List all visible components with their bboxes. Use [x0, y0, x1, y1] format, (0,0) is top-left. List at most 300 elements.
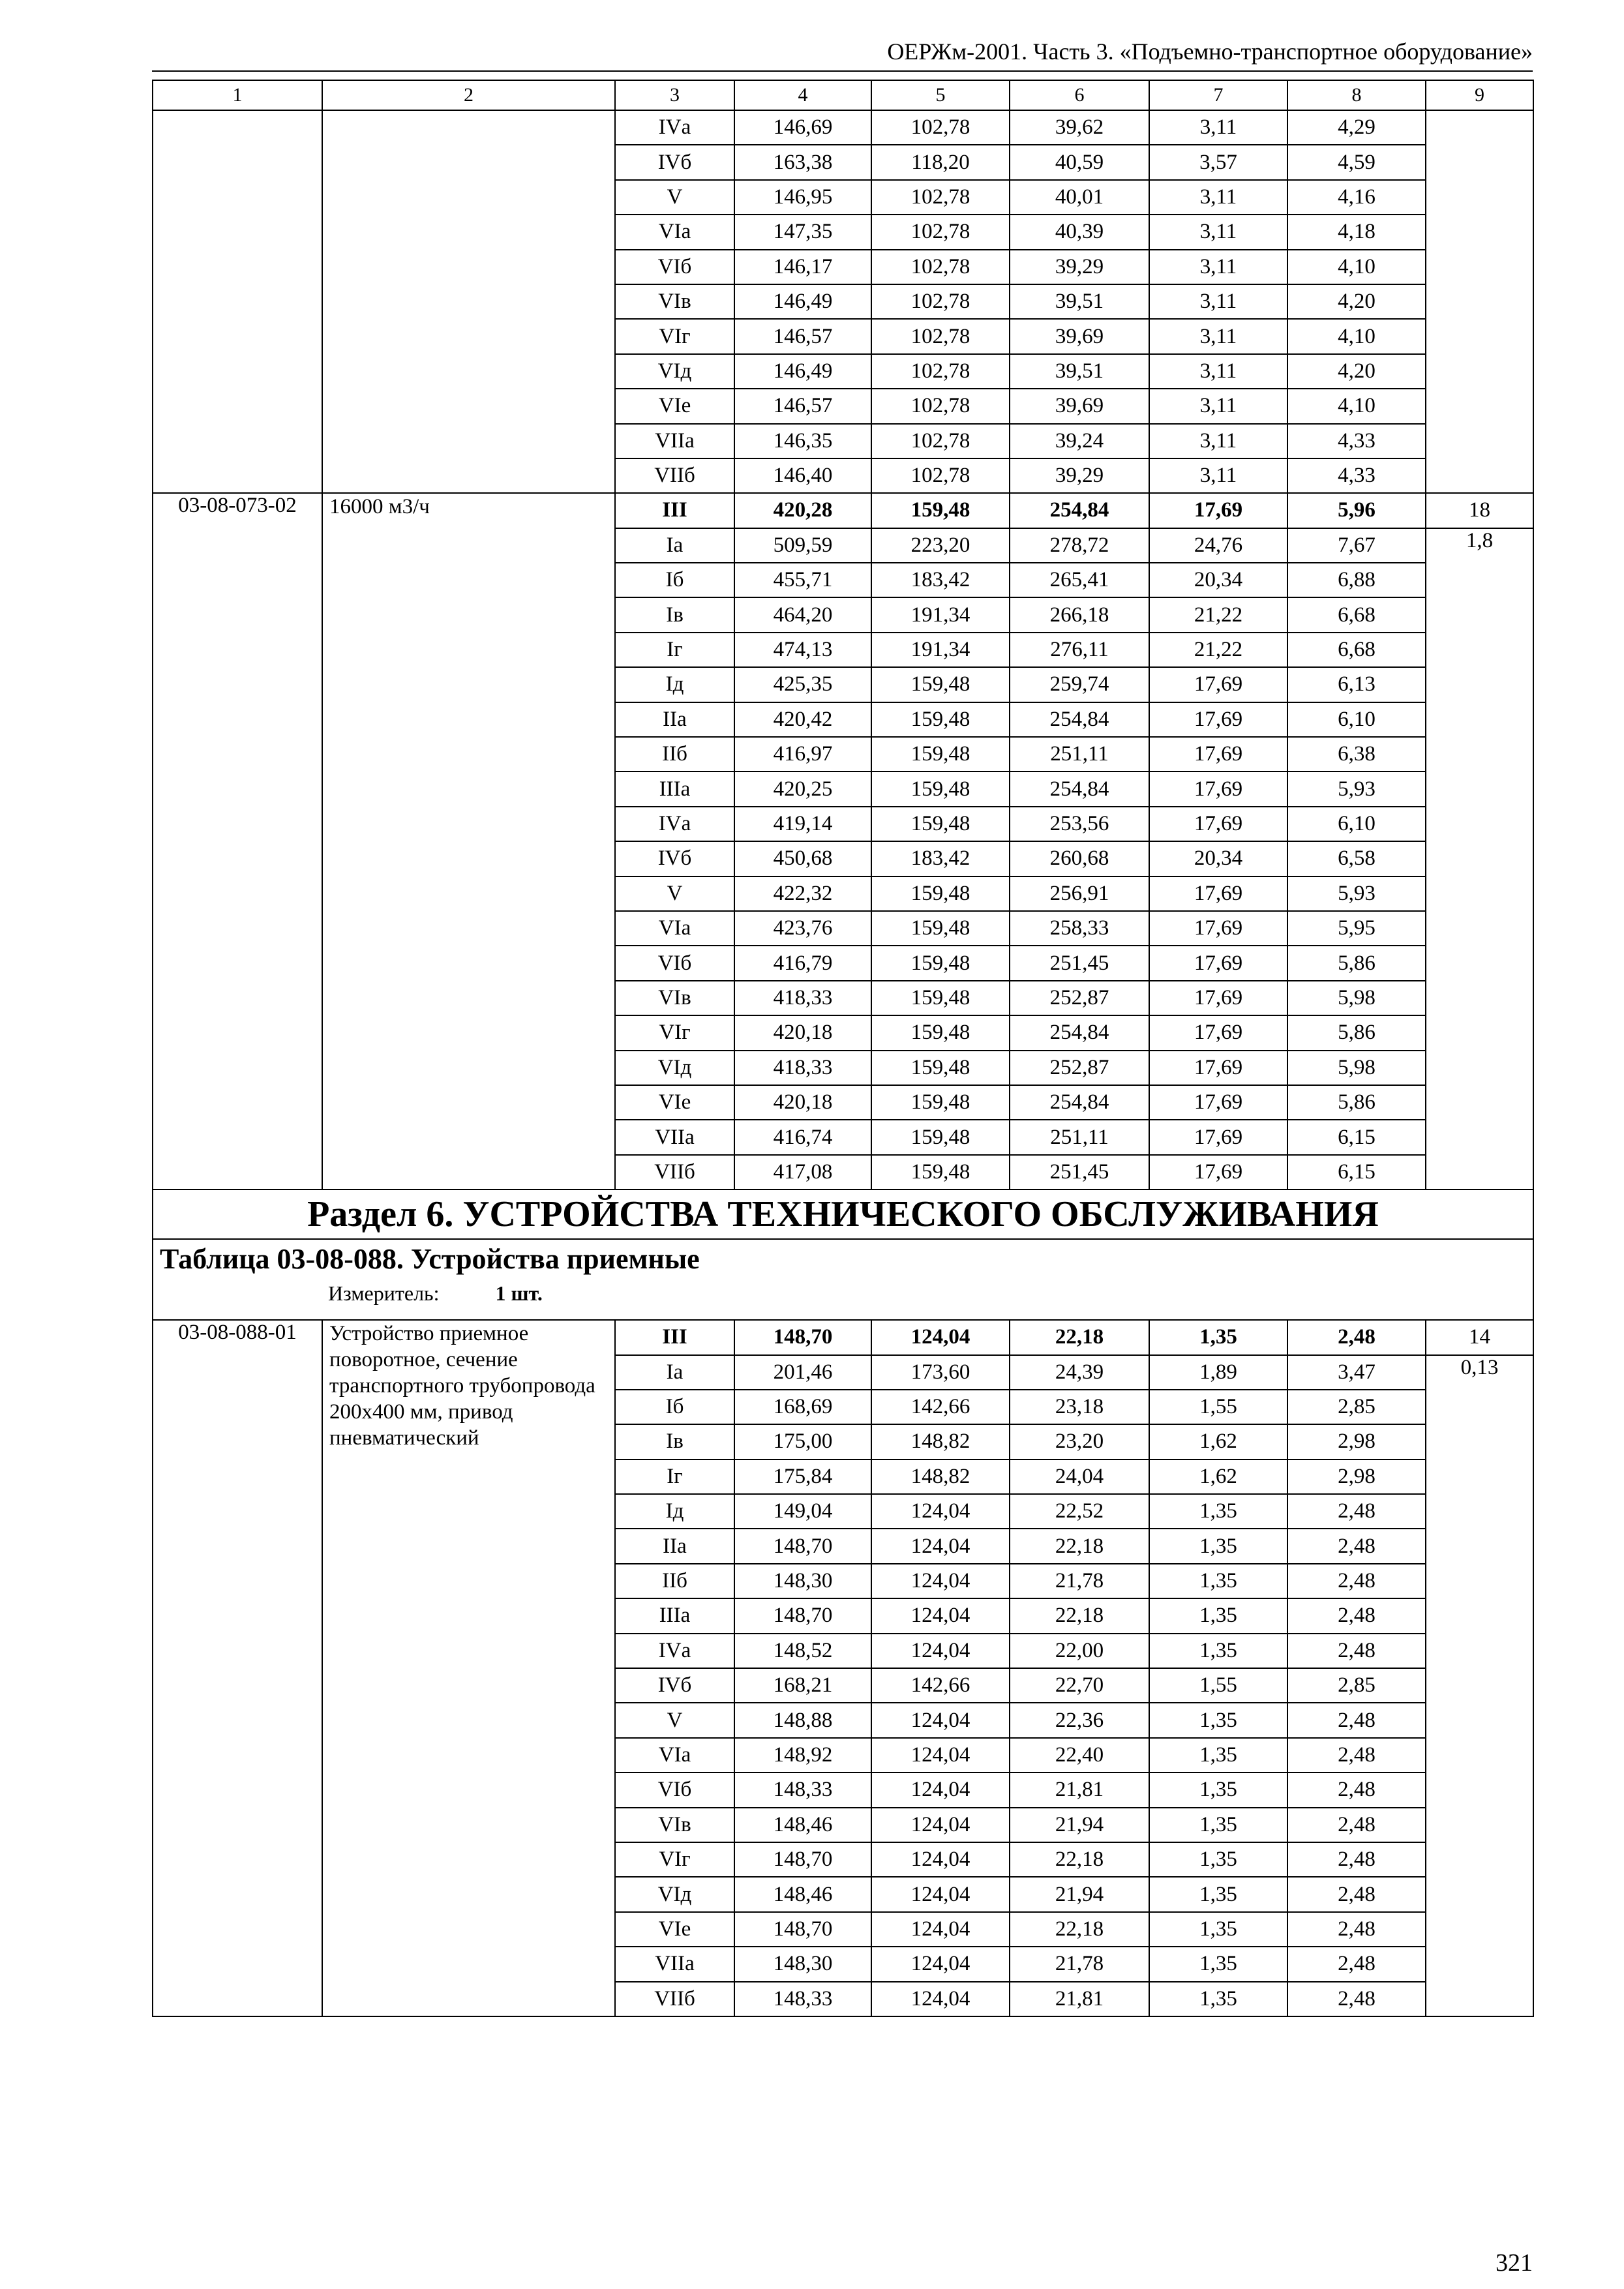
materials-cost-cell: 5,98 — [1287, 1051, 1426, 1085]
column-number: 1 — [153, 80, 322, 110]
machine-cost-cell: 40,39 — [1010, 215, 1149, 249]
labor-cost-cell: 159,48 — [871, 946, 1010, 980]
zone-cell: V — [615, 1703, 734, 1737]
labor-cost-cell: 159,48 — [871, 737, 1010, 771]
total-cost-cell: 163,38 — [734, 145, 871, 179]
materials-cost-cell: 6,58 — [1287, 841, 1426, 876]
labor-cost-cell: 102,78 — [871, 458, 1010, 493]
labor-cost-cell: 102,78 — [871, 180, 1010, 215]
operator-wage-cell: 17,69 — [1149, 1155, 1287, 1189]
machine-cost-cell: 21,78 — [1010, 1564, 1149, 1598]
labor-cost-cell: 124,04 — [871, 1773, 1010, 1807]
total-cost-cell: 148,30 — [734, 1564, 871, 1598]
operator-wage-cell: 1,55 — [1149, 1390, 1287, 1424]
materials-cost-cell: 7,67 — [1287, 528, 1426, 563]
column-number: 6 — [1010, 80, 1149, 110]
zone-cell: VIв — [615, 1808, 734, 1842]
labor-cost-cell: 124,04 — [871, 1947, 1010, 1981]
total-cost-cell: 148,46 — [734, 1808, 871, 1842]
machine-cost-cell: 22,40 — [1010, 1738, 1149, 1773]
total-cost-cell: 175,84 — [734, 1459, 871, 1494]
machine-cost-cell: 22,18 — [1010, 1912, 1149, 1947]
column-number-row — [153, 80, 1533, 110]
machine-cost-cell: 39,29 — [1010, 458, 1149, 493]
materials-cost-cell: 3,47 — [1287, 1355, 1426, 1390]
column-number: 8 — [1287, 80, 1426, 110]
operator-wage-cell: 1,35 — [1149, 1877, 1287, 1911]
labor-cost-cell: 124,04 — [871, 1738, 1010, 1773]
measure-label: Измеритель: — [328, 1281, 440, 1306]
operator-wage-cell: 3,11 — [1149, 354, 1287, 389]
machine-cost-cell: 39,24 — [1010, 424, 1149, 458]
column-number: 4 — [734, 80, 871, 110]
zone-cell: VIа — [615, 911, 734, 946]
operator-wage-cell: 1,35 — [1149, 1529, 1287, 1563]
operator-wage-cell: 1,35 — [1149, 1773, 1287, 1807]
total-cost-cell: 149,04 — [734, 1494, 871, 1529]
zone-cell: VIб — [615, 946, 734, 980]
zone-cell: VIб — [615, 250, 734, 284]
labor-cost-cell: 142,66 — [871, 1390, 1010, 1424]
labor-cost-cell: 148,82 — [871, 1424, 1010, 1459]
total-cost-cell: 146,57 — [734, 389, 871, 423]
zone-cell: VIIб — [615, 1155, 734, 1189]
zone-cell: VIд — [615, 354, 734, 389]
materials-cost-cell: 5,93 — [1287, 771, 1426, 806]
labor-cost-cell: 124,04 — [871, 1634, 1010, 1668]
materials-cost-cell: 5,86 — [1287, 1085, 1426, 1120]
machine-cost-cell: 39,29 — [1010, 250, 1149, 284]
zone-cell: IIIа — [615, 771, 734, 806]
labor-cost-cell: 102,78 — [871, 250, 1010, 284]
labor-cost-cell: 173,60 — [871, 1355, 1010, 1390]
materials-cost-cell: 4,29 — [1287, 110, 1426, 145]
materials-cost-cell: 4,18 — [1287, 215, 1426, 249]
operator-wage-cell: 3,11 — [1149, 250, 1287, 284]
materials-cost-cell: 6,15 — [1287, 1155, 1426, 1189]
operator-wage-cell: 20,34 — [1149, 841, 1287, 876]
machine-cost-cell: 22,18 — [1010, 1598, 1149, 1633]
machine-cost-cell: 39,69 — [1010, 389, 1149, 423]
machine-cost-cell: 252,87 — [1010, 1051, 1149, 1085]
labor-cost-cell: 118,20 — [871, 145, 1010, 179]
total-cost-cell: 422,32 — [734, 876, 871, 911]
materials-cost-cell: 4,10 — [1287, 319, 1426, 353]
materials-cost-cell: 6,15 — [1287, 1120, 1426, 1154]
machine-cost-cell: 260,68 — [1010, 841, 1149, 876]
total-cost-cell: 168,21 — [734, 1668, 871, 1703]
column-number: 7 — [1149, 80, 1287, 110]
zone-cell: IVа — [615, 1634, 734, 1668]
operator-wage-cell: 1,35 — [1149, 1494, 1287, 1529]
total-cost-cell: 146,17 — [734, 250, 871, 284]
rate-description-cell — [322, 110, 615, 493]
machine-cost-cell: 23,20 — [1010, 1424, 1149, 1459]
zone-cell: Iг — [615, 633, 734, 667]
zone-cell: III — [615, 1320, 734, 1354]
machine-cost-cell: 22,52 — [1010, 1494, 1149, 1529]
materials-cost-cell: 2,48 — [1287, 1494, 1426, 1529]
machine-cost-cell: 278,72 — [1010, 528, 1149, 563]
total-cost-cell: 148,70 — [734, 1912, 871, 1947]
materials-cost-cell: 2,48 — [1287, 1703, 1426, 1737]
section-row — [153, 1189, 1533, 1239]
labor-cost-cell: 191,34 — [871, 597, 1010, 632]
total-cost-cell: 420,42 — [734, 702, 871, 737]
zone-cell: IVб — [615, 1668, 734, 1703]
total-cost-cell: 146,49 — [734, 284, 871, 319]
machine-cost-cell: 24,39 — [1010, 1355, 1149, 1390]
table-row — [153, 1320, 1533, 1354]
labor-cost-cell: 124,04 — [871, 1564, 1010, 1598]
total-cost-cell: 201,46 — [734, 1355, 871, 1390]
zone-cell: VIг — [615, 319, 734, 353]
total-cost-cell: 416,74 — [734, 1120, 871, 1154]
machine-cost-cell: 22,18 — [1010, 1529, 1149, 1563]
zone-cell: VIIа — [615, 1947, 734, 1981]
operator-wage-cell: 17,69 — [1149, 1051, 1287, 1085]
zone-cell: VIIа — [615, 424, 734, 458]
labor-hours-cell — [1426, 110, 1533, 493]
labor-cost-cell: 124,04 — [871, 1842, 1010, 1877]
measure-value: 1 шт. — [495, 1281, 543, 1306]
materials-cost-cell: 4,20 — [1287, 354, 1426, 389]
materials-cost-cell: 2,48 — [1287, 1842, 1426, 1877]
machine-cost-cell: 21,78 — [1010, 1947, 1149, 1981]
operator-wage-cell: 17,69 — [1149, 1120, 1287, 1154]
total-cost-cell: 146,57 — [734, 319, 871, 353]
zone-cell: IIIа — [615, 1598, 734, 1633]
machine-cost-cell: 39,51 — [1010, 284, 1149, 319]
total-cost-cell: 146,35 — [734, 424, 871, 458]
machine-cost-cell: 22,18 — [1010, 1842, 1149, 1877]
labor-cost-cell: 102,78 — [871, 354, 1010, 389]
operator-wage-cell: 17,69 — [1149, 493, 1287, 528]
zone-cell: III — [615, 493, 734, 528]
zone-cell: IVб — [615, 841, 734, 876]
materials-cost-cell: 2,48 — [1287, 1529, 1426, 1563]
materials-cost-cell: 4,33 — [1287, 458, 1426, 493]
labor-cost-cell: 124,04 — [871, 1494, 1010, 1529]
zone-cell: VIа — [615, 215, 734, 249]
operator-wage-cell: 1,35 — [1149, 1982, 1287, 2016]
labor-cost-cell: 148,82 — [871, 1459, 1010, 1494]
table-row — [153, 110, 1533, 145]
operator-wage-cell: 1,89 — [1149, 1355, 1287, 1390]
machine-cost-cell: 254,84 — [1010, 1085, 1149, 1120]
materials-cost-cell: 2,85 — [1287, 1668, 1426, 1703]
labor-cost-cell: 159,48 — [871, 1015, 1010, 1050]
measure-line — [153, 1279, 1533, 1308]
machine-cost-cell: 259,74 — [1010, 667, 1149, 702]
materials-cost-cell: 2,48 — [1287, 1598, 1426, 1633]
labor-cost-cell: 191,34 — [871, 633, 1010, 667]
materials-cost-cell: 6,38 — [1287, 737, 1426, 771]
column-number: 3 — [615, 80, 734, 110]
labor-cost-cell: 183,42 — [871, 841, 1010, 876]
rate-code-cell — [153, 110, 322, 493]
machine-cost-cell: 21,81 — [1010, 1982, 1149, 2016]
materials-cost-cell: 2,48 — [1287, 1320, 1426, 1354]
operator-wage-cell: 24,76 — [1149, 528, 1287, 563]
materials-cost-cell: 2,48 — [1287, 1564, 1426, 1598]
labor-cost-cell: 159,48 — [871, 876, 1010, 911]
operator-wage-cell: 17,69 — [1149, 876, 1287, 911]
zone-cell: Iв — [615, 597, 734, 632]
operator-wage-cell: 1,62 — [1149, 1424, 1287, 1459]
machine-cost-cell: 24,04 — [1010, 1459, 1149, 1494]
total-cost-cell: 148,52 — [734, 1634, 871, 1668]
total-cost-cell: 450,68 — [734, 841, 871, 876]
zone-cell: IVб — [615, 145, 734, 179]
labor-cost-cell: 159,48 — [871, 807, 1010, 841]
zone-cell: IIа — [615, 702, 734, 737]
operator-wage-cell: 3,11 — [1149, 110, 1287, 145]
labor-cost-cell: 159,48 — [871, 1051, 1010, 1085]
machine-cost-cell: 22,00 — [1010, 1634, 1149, 1668]
zone-cell: VIIб — [615, 1982, 734, 2016]
labor-cost-cell: 159,48 — [871, 911, 1010, 946]
total-cost-cell: 420,18 — [734, 1085, 871, 1120]
zone-cell: V — [615, 180, 734, 215]
materials-cost-cell: 5,95 — [1287, 911, 1426, 946]
operator-wage-cell: 1,35 — [1149, 1320, 1287, 1354]
zone-cell: VIв — [615, 284, 734, 319]
table-row — [153, 493, 1533, 528]
operator-wage-cell: 1,55 — [1149, 1668, 1287, 1703]
labor-cost-cell: 124,04 — [871, 1598, 1010, 1633]
labor-cost-cell: 159,48 — [871, 1155, 1010, 1189]
materials-cost-cell: 2,48 — [1287, 1912, 1426, 1947]
total-cost-cell: 418,33 — [734, 981, 871, 1015]
total-cost-cell: 168,69 — [734, 1390, 871, 1424]
labor-cost-cell: 102,78 — [871, 110, 1010, 145]
materials-cost-cell: 6,13 — [1287, 667, 1426, 702]
total-cost-cell: 417,08 — [734, 1155, 871, 1189]
zone-cell: VIд — [615, 1051, 734, 1085]
materials-cost-cell: 5,86 — [1287, 1015, 1426, 1050]
total-cost-cell: 455,71 — [734, 563, 871, 597]
total-cost-cell: 148,92 — [734, 1738, 871, 1773]
labor-hours-cell: 18 — [1426, 493, 1533, 528]
operator-wage-cell: 3,57 — [1149, 145, 1287, 179]
total-cost-cell: 416,79 — [734, 946, 871, 980]
machine-cost-cell: 22,70 — [1010, 1668, 1149, 1703]
operator-wage-cell: 3,11 — [1149, 319, 1287, 353]
labor-cost-cell: 102,78 — [871, 215, 1010, 249]
machine-cost-cell: 251,45 — [1010, 946, 1149, 980]
machine-cost-cell: 22,36 — [1010, 1703, 1149, 1737]
zone-cell: Iг — [615, 1459, 734, 1494]
operator-wage-cell: 1,35 — [1149, 1634, 1287, 1668]
labor-cost-cell: 124,04 — [871, 1529, 1010, 1563]
column-number: 9 — [1426, 80, 1533, 110]
total-cost-cell: 148,70 — [734, 1842, 871, 1877]
machine-cost-cell: 254,84 — [1010, 1015, 1149, 1050]
zone-cell: Iд — [615, 667, 734, 702]
rate-code-cell: 03-08-073-02 — [153, 493, 322, 1189]
total-cost-cell: 425,35 — [734, 667, 871, 702]
operator-wage-cell: 1,62 — [1149, 1459, 1287, 1494]
zone-cell: V — [615, 876, 734, 911]
operator-wage-cell: 17,69 — [1149, 911, 1287, 946]
materials-cost-cell: 4,10 — [1287, 250, 1426, 284]
materials-cost-cell: 4,59 — [1287, 145, 1426, 179]
labor-cost-cell: 223,20 — [871, 528, 1010, 563]
materials-cost-cell: 6,68 — [1287, 597, 1426, 632]
materials-cost-cell: 2,48 — [1287, 1808, 1426, 1842]
operator-wage-cell: 1,35 — [1149, 1808, 1287, 1842]
materials-cost-cell: 6,88 — [1287, 563, 1426, 597]
zone-cell: Iд — [615, 1494, 734, 1529]
zone-cell: VIг — [615, 1015, 734, 1050]
total-cost-cell: 423,76 — [734, 911, 871, 946]
machine-cost-cell: 265,41 — [1010, 563, 1149, 597]
rate-description-cell: 16000 м3/ч — [322, 493, 615, 1189]
operator-wage-cell: 3,11 — [1149, 180, 1287, 215]
machine-cost-cell: 22,18 — [1010, 1320, 1149, 1354]
machine-cost-cell: 254,84 — [1010, 493, 1149, 528]
labor-cost-cell: 102,78 — [871, 424, 1010, 458]
materials-cost-cell: 2,48 — [1287, 1738, 1426, 1773]
total-cost-cell: 148,46 — [734, 1877, 871, 1911]
total-cost-cell: 175,00 — [734, 1424, 871, 1459]
labor-hours-cell: 14 — [1426, 1320, 1533, 1354]
materials-cost-cell: 5,98 — [1287, 981, 1426, 1015]
zone-cell: VIIб — [615, 458, 734, 493]
machinist-hours-cell: 0,13 — [1426, 1355, 1533, 2016]
materials-cost-cell: 2,48 — [1287, 1982, 1426, 2016]
total-cost-cell: 147,35 — [734, 215, 871, 249]
total-cost-cell: 464,20 — [734, 597, 871, 632]
total-cost-cell: 148,33 — [734, 1773, 871, 1807]
materials-cost-cell: 6,10 — [1287, 702, 1426, 737]
machine-cost-cell: 256,91 — [1010, 876, 1149, 911]
operator-wage-cell: 21,22 — [1149, 633, 1287, 667]
price-table — [152, 80, 1534, 2017]
materials-cost-cell: 2,48 — [1287, 1877, 1426, 1911]
zone-cell: VIе — [615, 1085, 734, 1120]
labor-cost-cell: 159,48 — [871, 667, 1010, 702]
materials-cost-cell: 4,10 — [1287, 389, 1426, 423]
total-cost-cell: 418,33 — [734, 1051, 871, 1085]
section-title: Раздел 6. УСТРОЙСТВА ТЕХНИЧЕСКОГО ОБСЛУЖИВАНИЯ — [153, 1189, 1533, 1239]
operator-wage-cell: 17,69 — [1149, 1015, 1287, 1050]
operator-wage-cell: 1,35 — [1149, 1947, 1287, 1981]
machine-cost-cell: 21,81 — [1010, 1773, 1149, 1807]
total-cost-cell: 146,69 — [734, 110, 871, 145]
total-cost-cell: 146,49 — [734, 354, 871, 389]
zone-cell: Iб — [615, 1390, 734, 1424]
table-title: Таблица 03-08-088. Устройства приемные — [160, 1243, 700, 1276]
operator-wage-cell: 1,35 — [1149, 1912, 1287, 1947]
zone-cell: VIе — [615, 1912, 734, 1947]
machine-cost-cell: 254,84 — [1010, 771, 1149, 806]
machine-cost-cell: 23,18 — [1010, 1390, 1149, 1424]
zone-cell: VIе — [615, 389, 734, 423]
machine-cost-cell: 276,11 — [1010, 633, 1149, 667]
zone-cell: VIIа — [615, 1120, 734, 1154]
materials-cost-cell: 5,96 — [1287, 493, 1426, 528]
machine-cost-cell: 252,87 — [1010, 981, 1149, 1015]
operator-wage-cell: 21,22 — [1149, 597, 1287, 632]
labor-cost-cell: 102,78 — [871, 284, 1010, 319]
operator-wage-cell: 17,69 — [1149, 702, 1287, 737]
materials-cost-cell: 4,20 — [1287, 284, 1426, 319]
page-number: 321 — [1496, 2249, 1533, 2277]
materials-cost-cell: 2,48 — [1287, 1773, 1426, 1807]
total-cost-cell: 509,59 — [734, 528, 871, 563]
page-header: ОЕРЖм-2001. Часть 3. «Подъемно-транспортное оборудование» — [152, 37, 1533, 72]
zone-cell: Iа — [615, 1355, 734, 1390]
machine-cost-cell: 266,18 — [1010, 597, 1149, 632]
total-cost-cell: 420,28 — [734, 493, 871, 528]
machine-cost-cell: 39,62 — [1010, 110, 1149, 145]
operator-wage-cell: 1,35 — [1149, 1564, 1287, 1598]
materials-cost-cell: 2,48 — [1287, 1947, 1426, 1981]
machine-cost-cell: 251,11 — [1010, 1120, 1149, 1154]
materials-cost-cell: 4,33 — [1287, 424, 1426, 458]
total-cost-cell: 148,70 — [734, 1598, 871, 1633]
materials-cost-cell: 2,98 — [1287, 1459, 1426, 1494]
zone-cell: Iв — [615, 1424, 734, 1459]
machine-cost-cell: 40,01 — [1010, 180, 1149, 215]
operator-wage-cell: 1,35 — [1149, 1738, 1287, 1773]
machine-cost-cell: 251,11 — [1010, 737, 1149, 771]
total-cost-cell: 148,70 — [734, 1529, 871, 1563]
operator-wage-cell: 17,69 — [1149, 807, 1287, 841]
zone-cell: Iа — [615, 528, 734, 563]
machine-cost-cell: 21,94 — [1010, 1808, 1149, 1842]
total-cost-cell: 420,18 — [734, 1015, 871, 1050]
labor-cost-cell: 183,42 — [871, 563, 1010, 597]
zone-cell: IVа — [615, 807, 734, 841]
column-number: 2 — [322, 80, 615, 110]
zone-cell: VIг — [615, 1842, 734, 1877]
machine-cost-cell: 254,84 — [1010, 702, 1149, 737]
labor-cost-cell: 159,48 — [871, 771, 1010, 806]
total-cost-cell: 420,25 — [734, 771, 871, 806]
labor-cost-cell: 124,04 — [871, 1912, 1010, 1947]
labor-cost-cell: 124,04 — [871, 1982, 1010, 2016]
labor-cost-cell: 159,48 — [871, 702, 1010, 737]
operator-wage-cell: 17,69 — [1149, 1085, 1287, 1120]
operator-wage-cell: 3,11 — [1149, 424, 1287, 458]
zone-cell: VIд — [615, 1877, 734, 1911]
zone-cell: VIа — [615, 1738, 734, 1773]
labor-cost-cell: 102,78 — [871, 389, 1010, 423]
labor-cost-cell: 159,48 — [871, 493, 1010, 528]
table-info — [153, 1239, 1533, 1320]
machine-cost-cell: 21,94 — [1010, 1877, 1149, 1911]
materials-cost-cell: 5,93 — [1287, 876, 1426, 911]
materials-cost-cell: 4,16 — [1287, 180, 1426, 215]
materials-cost-cell: 2,48 — [1287, 1634, 1426, 1668]
labor-cost-cell: 124,04 — [871, 1808, 1010, 1842]
operator-wage-cell: 17,69 — [1149, 737, 1287, 771]
total-cost-cell: 148,33 — [734, 1982, 871, 2016]
operator-wage-cell: 3,11 — [1149, 284, 1287, 319]
labor-cost-cell: 102,78 — [871, 319, 1010, 353]
machinist-hours-cell: 1,8 — [1426, 528, 1533, 1189]
total-cost-cell: 474,13 — [734, 633, 871, 667]
materials-cost-cell: 6,68 — [1287, 633, 1426, 667]
operator-wage-cell: 17,69 — [1149, 981, 1287, 1015]
operator-wage-cell: 3,11 — [1149, 458, 1287, 493]
total-cost-cell: 148,88 — [734, 1703, 871, 1737]
materials-cost-cell: 6,10 — [1287, 807, 1426, 841]
labor-cost-cell: 159,48 — [871, 1085, 1010, 1120]
